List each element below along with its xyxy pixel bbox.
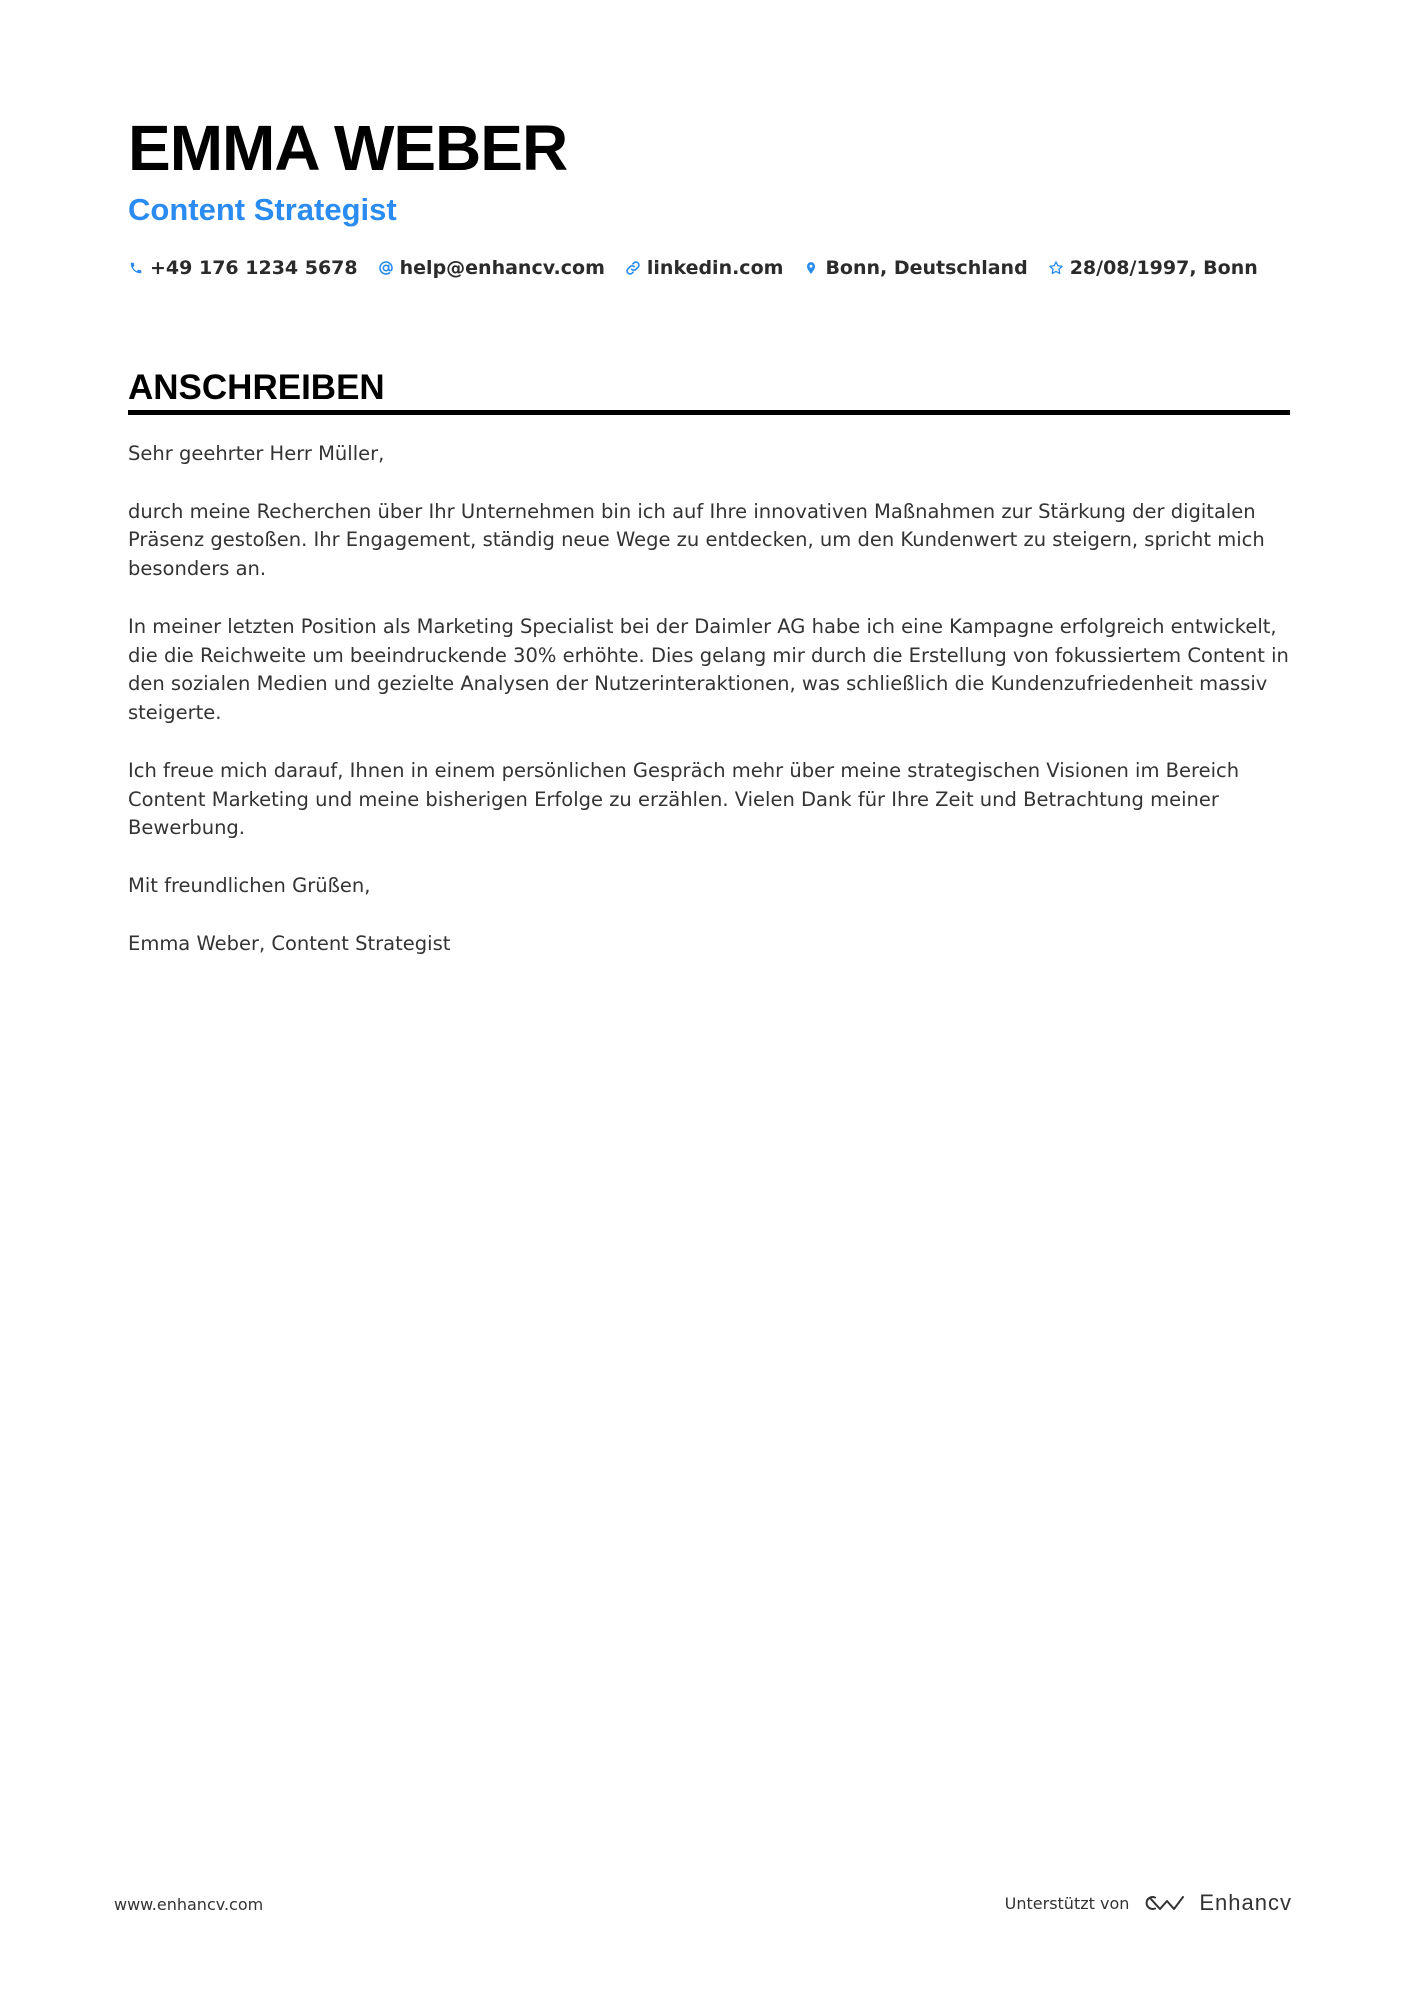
contact-location [803,257,1027,279]
contact-phone-text: +49 176 1234 5678 [150,257,358,279]
star-icon [1048,260,1064,276]
contact-bar [128,254,1278,282]
footer-website[interactable]: www.enhancv.com [114,1895,264,1914]
phone-icon [128,260,144,276]
contact-linkedin[interactable] [625,257,784,279]
candidate-role: Content Strategist [128,192,397,227]
section-title: ANSCHREIBEN [128,368,385,407]
section-divider [128,410,1290,415]
letter-paragraph: Ich freue mich darauf, Ihnen in einem persönlichen Gespräch mehr über meine strategischen Visionen im Bereich Content Marketing und meine bisherigen Erfolge zu erzählen. Vielen Dank für Ihre Zeit und Betrachtung meiner Bewerbung. [128,758,1240,840]
letter-paragraph: In meiner letzten Position als Marketing Specialist bei der Daimler AG habe ich eine Kampagne erfolgreich entwickelt, die die Reichweite um beeindruckende 30% erhöhte. Dies gelang mir durch die Erstellung von fokussiertem Content in den sozialen Medien und gezielte Analysen der Nutzerinteraktionen, was schließlich die Kundenzufriedenheit massiv steigerte. [128,614,1289,725]
letter-closing: Mit freundlichen Grüßen, [128,873,371,897]
letter-salutation: Sehr geehrter Herr Müller, [128,442,385,465]
letter-body [128,440,1290,987]
location-pin-icon [803,260,819,276]
letter-paragraph: durch meine Recherchen über Ihr Unternehmen bin ich auf Ihre innovativen Maßnahmen zur Stärkung der digitalen Präsenz gestoßen. Ihr Engagement, ständig neue Wege zu entdecken, um den Kundenwert zu steigern, spricht mich besonders an. [128,499,1265,581]
contact-birth [1048,257,1258,279]
enhancv-logo-icon [1141,1891,1187,1915]
at-icon [378,260,394,276]
contact-email-text: help@enhancv.com [399,257,605,279]
candidate-name: EMMA WEBER [128,112,568,184]
contact-birth-text: 28/08/1997, Bonn [1069,257,1258,279]
contact-phone [128,257,358,279]
powered-by-label: Unterstützt von [1004,1893,1130,1913]
contact-linkedin-text: linkedin.com [646,257,784,279]
letter-signature: Emma Weber, Content Strategist [128,931,451,955]
brand-name: Enhancv [1199,1890,1292,1915]
contact-location-text: Bonn, Deutschland [825,257,1028,279]
contact-email[interactable] [378,257,605,279]
link-icon [625,260,641,276]
footer-branding[interactable] [1005,1890,1292,1916]
